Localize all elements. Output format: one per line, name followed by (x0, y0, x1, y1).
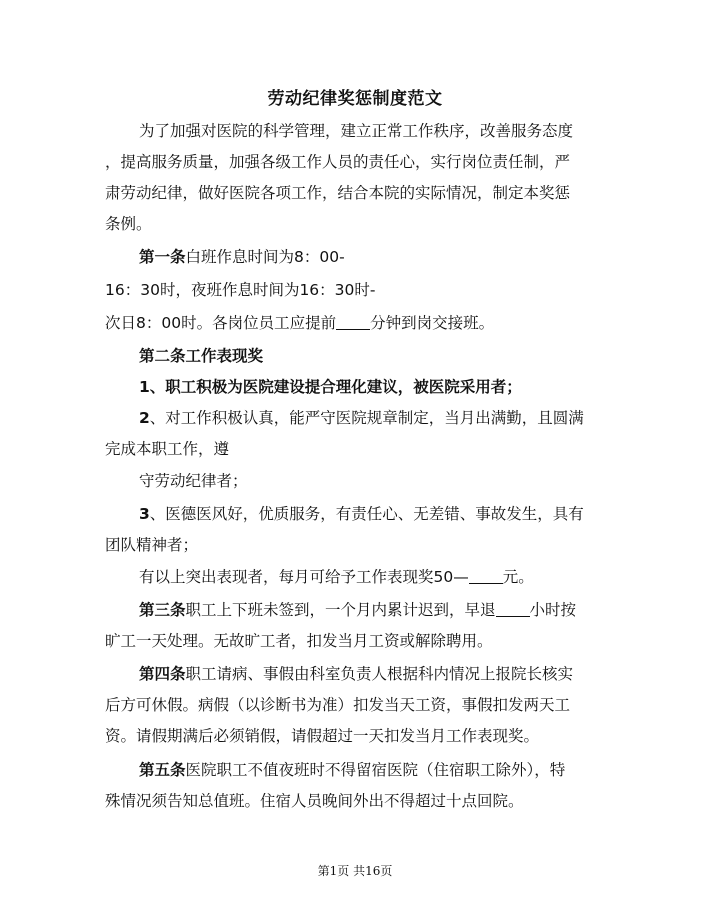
reward-text-a: 有以上突出表现者，每月可给予工作表现奖50— (139, 568, 469, 586)
article1-line-3 (105, 313, 615, 333)
article1-text-1: 白班作息时间为8：00- (185, 248, 345, 266)
article2-reward-line (139, 567, 649, 587)
article2-item-3-line-2: 团队精神者； (105, 536, 199, 554)
item-2-number: 2 (139, 409, 150, 427)
fill-blank-minutes (336, 315, 370, 330)
article2-item-2-line-2: 完成本职工作，遵 (105, 440, 230, 458)
intro-line-4: 条例。 (105, 215, 152, 233)
article4-text-1: 职工请病、事假由科室负责人根据科内情况上报院长核实 (185, 665, 574, 683)
article2-heading: 第二条工作表现奖 (139, 347, 264, 365)
article3-text-1a: 职工上下班未签到，一个月内累计迟到，早退 (185, 601, 496, 619)
document-title: 劳动纪律奖惩制度范文 (267, 89, 443, 109)
article4-line-3: 资。请假期满后必须销假，请假超过一天扣发当月工作表现奖。 (105, 727, 540, 745)
item-3-number: 3 (139, 505, 150, 523)
article1-line-1 (139, 247, 649, 267)
article5-heading: 第五条 (139, 761, 186, 779)
intro-line-2: ，提高服务质量，加强各级工作人员的责任心，实行岗位责任制，严 (105, 153, 571, 171)
intro-line-1: 为了加强对医院的科学管理，建立正常工作秩序，改善服务态度 (139, 122, 574, 140)
article2-item-2-line-1 (139, 408, 649, 428)
article1-text-3a: 次日8：00时。各岗位员工应提前 (105, 314, 337, 332)
article2-item-1: 1、职工积极为医院建设提合理化建议，被医院采用者； (139, 378, 522, 396)
article4-line-2: 后方可休假。病假（以诊断书为准）扣发当天工资，事假扣发两天工 (105, 696, 571, 714)
article2-item-3-line-1 (139, 504, 649, 524)
article3-line-2: 旷工一天处理。无故旷工者，扣发当月工资或解除聘用。 (105, 632, 493, 650)
article1-text-3b: 分钟到岗交接班。 (370, 314, 495, 332)
article4-heading: 第四条 (139, 665, 186, 683)
article3-text-1b: 小时按 (529, 601, 577, 619)
article2-item-2-line-3: 守劳动纪律者； (139, 472, 248, 490)
fill-blank-reward (469, 569, 503, 584)
article5-line-1 (139, 760, 649, 780)
intro-line-3: 肃劳动纪律，做好医院各项工作，结合本院的实际情况，制定本奖惩 (105, 184, 571, 202)
reward-text-b: 元。 (502, 568, 534, 586)
article5-text-1: 医院职工不值夜班时不得留宿医院（住宿职工除外），特 (185, 761, 566, 779)
item-2-text: 、对工作积极认真，能严守医院规章制定，当月出满勤，且圆满 (149, 409, 584, 427)
page-number: 第1页 共16页 (317, 864, 393, 878)
article3-line-1 (139, 600, 649, 620)
article4-line-1 (139, 664, 649, 684)
fill-blank-hours (496, 602, 530, 617)
article3-heading: 第三条 (139, 601, 186, 619)
article1-heading: 第一条 (139, 248, 186, 266)
item-3-text: 、医德医风好，优质服务，有责任心、无差错、事故发生，具有 (149, 505, 584, 523)
article1-line-2: 16：30时，夜班作息时间为16：30时- (105, 281, 376, 299)
article5-line-2: 殊情况须告知总值班。住宿人员晚间外出不得超过十点回院。 (105, 792, 524, 810)
